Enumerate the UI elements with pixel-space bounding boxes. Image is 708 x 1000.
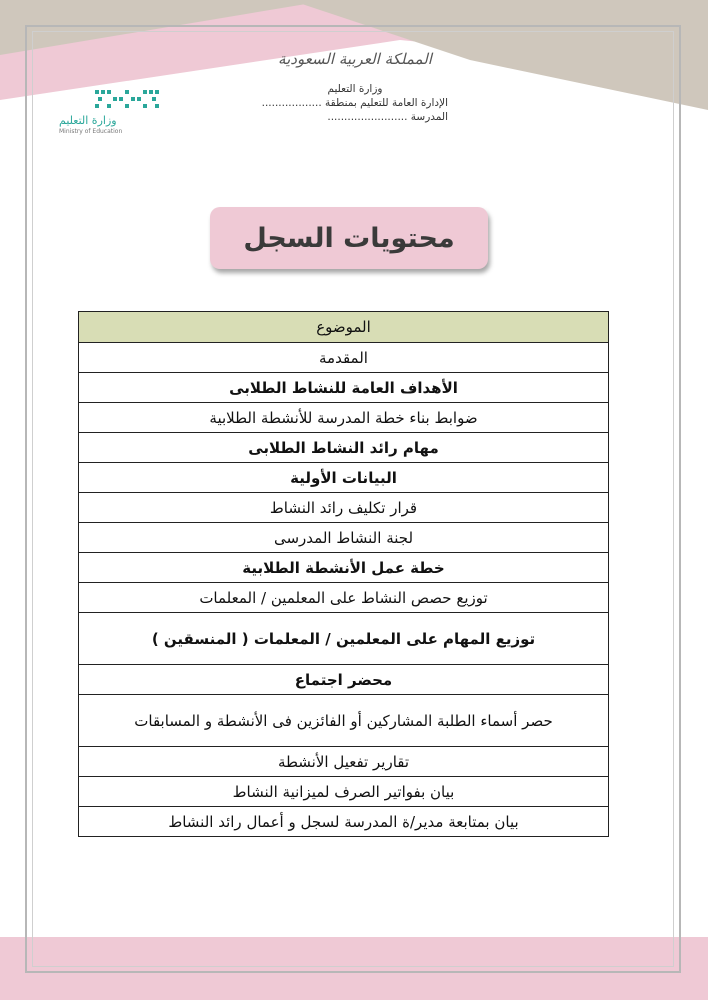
- table-row: [79, 747, 609, 777]
- table-cell: ضوابط بناء خطة المدرسة للأنشطة الطلابية: [79, 403, 609, 433]
- ministry-logo-arabic: وزارة التعليم: [59, 114, 117, 127]
- table-cell: تقارير تفعيل الأنشطة: [79, 747, 609, 777]
- table-row: [79, 665, 609, 695]
- table-cell: محضر اجتماع: [79, 665, 609, 695]
- table-row: [79, 613, 609, 665]
- table-row: [79, 373, 609, 403]
- table-cell: الأهداف العامة للنشاط الطلابى: [79, 373, 609, 403]
- directorate-line: الإدارة العامة للتعليم بمنطقة ..................: [261, 97, 448, 109]
- table-cell: لجنة النشاط المدرسى: [79, 523, 609, 553]
- table-row: [79, 403, 609, 433]
- ministry-logo: [55, 88, 165, 135]
- table-row: [79, 463, 609, 493]
- table-row: [79, 343, 609, 373]
- ministry-logo-english: Ministry of Education: [59, 128, 123, 135]
- page-title: محتويات السجل: [243, 222, 455, 254]
- table-cell: بيان بفواتير الصرف لميزانية النشاط: [79, 777, 609, 807]
- table-row: [79, 777, 609, 807]
- table-cell: بيان بمتابعة مدير/ة المدرسة لسجل و أعمال رائد النشاط: [79, 807, 609, 837]
- ministry-line: وزارة التعليم: [327, 83, 383, 95]
- table-row: [79, 553, 609, 583]
- table-row: [79, 433, 609, 463]
- table-cell: مهام رائد النشاط الطلابى: [79, 433, 609, 463]
- table-cell: خطة عمل الأنشطة الطلابية: [79, 553, 609, 583]
- ministry-logo-dots-icon: [95, 88, 161, 110]
- table-cell: المقدمة: [79, 343, 609, 373]
- title-banner: [210, 207, 488, 269]
- table-row: [79, 807, 609, 837]
- table-row: [79, 523, 609, 553]
- table-header-row: [79, 312, 609, 343]
- table-cell: توزيع المهام على المعلمين / المعلمات ( المنسقين ): [79, 613, 609, 665]
- table-cell: حصر أسماء الطلبة المشاركين أو الفائزين فى الأنشطة و المسابقات: [79, 695, 609, 747]
- table-cell: توزيع حصص النشاط على المعلمين / المعلمات: [79, 583, 609, 613]
- table-row: [79, 695, 609, 747]
- kingdom-calligraphy: المملكة العربية السعودية: [278, 50, 432, 68]
- table-cell: قرار تكليف رائد النشاط: [79, 493, 609, 523]
- school-line: المدرسة ........................: [327, 111, 448, 123]
- letterhead: [250, 50, 460, 124]
- table-row: [79, 583, 609, 613]
- table-cell: البيانات الأولية: [79, 463, 609, 493]
- table-row: [79, 493, 609, 523]
- contents-table: [78, 311, 609, 837]
- table-header-cell: الموضوع: [79, 312, 609, 343]
